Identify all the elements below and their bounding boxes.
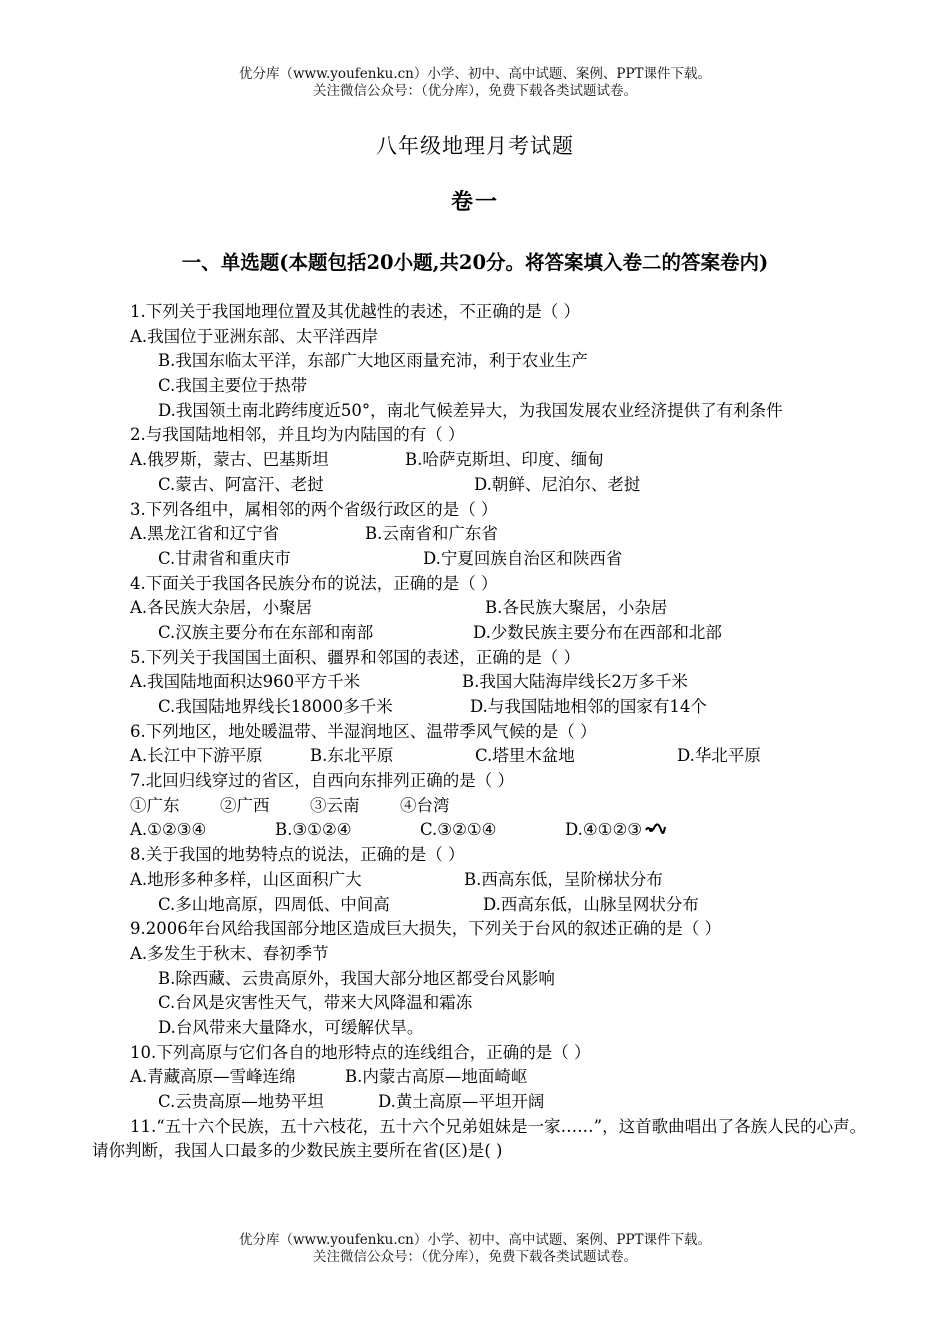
question-stem-3: 3.下列各组中，属相邻的两个省级行政区的是（ ） bbox=[130, 499, 498, 519]
exam-title: 八年级地理月考试题 bbox=[376, 134, 574, 158]
question-stem-6: 6.下列地区，地处暖温带、半湿润地区、温带季风气候的是（ ） bbox=[130, 721, 597, 741]
option-10a: A.青藏高原—雪峰连绵 bbox=[130, 1067, 296, 1087]
question-stem-9: 9.2006年台风给我国部分地区造成巨大损失，下列关于台风的叙述正确的是（ ） bbox=[130, 919, 721, 939]
option-6b: B.东北平原 bbox=[310, 746, 394, 766]
option-1c: C.我国主要位于热带 bbox=[158, 376, 308, 396]
option-5b: B.我国大陆海岸线长2万多千米 bbox=[462, 672, 688, 692]
option-7d: D.④①②③ bbox=[565, 820, 643, 840]
option-8c: C.多山地高原，四周低、中间高 bbox=[158, 894, 390, 914]
options-row-5b bbox=[92, 695, 872, 720]
options-row-7 bbox=[92, 818, 872, 843]
options-row-3b bbox=[92, 547, 872, 572]
page-footer bbox=[0, 1232, 950, 1266]
item-7-4: ④台湾 bbox=[400, 795, 450, 815]
question-stem-4: 4.下面关于我国各民族分布的说法，正确的是（ ） bbox=[130, 573, 498, 593]
option-10b: B.内蒙古高原—地面崎岖 bbox=[345, 1067, 528, 1087]
options-row-10a bbox=[92, 1065, 872, 1090]
options-row-4a bbox=[92, 596, 872, 621]
option-7b: B.③①②④ bbox=[275, 820, 352, 840]
option-10c: C.云贵高原—地势平坦 bbox=[158, 1092, 324, 1112]
option-7c: C.③②①④ bbox=[420, 820, 497, 840]
option-2d: D.朝鲜、尼泊尔、老挝 bbox=[474, 474, 641, 494]
question-stem-5: 5.下列关于我国国土面积、疆界和邻国的表述，正确的是（ ） bbox=[130, 647, 580, 667]
question-stem-7: 7.北回归线穿过的省区，自西向东排列正确的是（ ） bbox=[130, 771, 514, 791]
items-row-7 bbox=[92, 794, 872, 819]
header-line-1: 优分库（www.youfenku.cn）小学、初中、高中试题、案例、PPT课件下载。 bbox=[238, 66, 712, 82]
item-7-1: ①广东 bbox=[130, 795, 180, 815]
options-row-10b bbox=[92, 1090, 872, 1115]
option-1b: B.我国东临太平洋，东部广大地区雨量充沛，利于农业生产 bbox=[158, 351, 588, 371]
option-9b: B.除西藏、云贵高原外，我国大部分地区都受台风影响 bbox=[158, 968, 555, 988]
option-4a: A.各民族大杂居，小聚居 bbox=[130, 598, 313, 618]
option-10d: D.黄土高原—平坦开阔 bbox=[378, 1092, 545, 1112]
option-9a: A.多发生于秋末、春初季节 bbox=[130, 943, 329, 963]
item-7-3: ③云南 bbox=[310, 795, 360, 815]
option-1d: D.我国领土南北跨纬度近50°，南北气候差异大，为我国发展农业经济提供了有利条件 bbox=[158, 400, 783, 420]
option-6a: A.长江中下游平原 bbox=[130, 746, 263, 766]
question-stem-2: 2.与我国陆地相邻，并且均为内陆国的有（ ） bbox=[130, 425, 465, 445]
option-4c: C.汉族主要分布在东部和南部 bbox=[158, 622, 374, 642]
scribble-icon bbox=[644, 822, 666, 836]
question-stem-11: 11.“五十六个民族，五十六枝花，五十六个兄弟姐妹是一家……”，这首歌曲唱出了各族人民的心声。请你判断，我国人口最多的少数民族主要所在省(区)是( ) bbox=[92, 1116, 867, 1161]
options-row-6 bbox=[92, 744, 872, 769]
option-5c: C.我国陆地界线长18000多千米 bbox=[158, 697, 393, 717]
option-4b: B.各民族大聚居，小杂居 bbox=[485, 598, 668, 618]
question-stem-8: 8.关于我国的地势特点的说法，正确的是（ ） bbox=[130, 845, 465, 865]
option-4d: D.少数民族主要分布在西部和北部 bbox=[473, 622, 722, 642]
option-3c: C.甘肃省和重庆市 bbox=[158, 548, 291, 568]
footer-line-2: 关注微信公众号：（优分库），免费下载各类试题试卷。 bbox=[313, 1249, 637, 1265]
option-6d: D.华北平原 bbox=[677, 746, 761, 766]
option-2c: C.蒙古、阿富汗、老挝 bbox=[158, 474, 324, 494]
option-3a: A.黑龙江省和辽宁省 bbox=[130, 524, 280, 544]
options-row-4b bbox=[92, 621, 872, 646]
option-1a: A.我国位于亚洲东部、太平洋西岸 bbox=[130, 326, 379, 346]
option-8a: A.地形多种多样，山区面积广大 bbox=[130, 869, 362, 889]
question-stem-10: 10.下列高原与它们各自的地形特点的连线组合，正确的是（ ） bbox=[130, 1042, 591, 1062]
options-row-8b bbox=[92, 893, 872, 918]
header-line-2: 关注微信公众号：（优分库），免费下载各类试题试卷。 bbox=[313, 83, 637, 99]
scribble-mark bbox=[644, 819, 666, 844]
option-9c: C.台风是灾害性天气，带来大风降温和霜冻 bbox=[158, 993, 473, 1013]
options-row-5a bbox=[92, 670, 872, 695]
options-row-2a bbox=[92, 448, 872, 473]
question-stem-1: 1.下列关于我国地理位置及其优越性的表述，不正确的是（ ） bbox=[130, 302, 580, 321]
option-3b: B.云南省和广东省 bbox=[365, 524, 498, 544]
option-2b: B.哈萨克斯坦、印度、缅甸 bbox=[405, 450, 604, 470]
options-row-8a bbox=[92, 868, 872, 893]
item-7-2: ②广西 bbox=[220, 795, 270, 815]
option-8d: D.西高东低，山脉呈网状分布 bbox=[483, 894, 699, 914]
option-5d: D.与我国陆地相邻的国家有14个 bbox=[470, 697, 707, 717]
section-heading: 一、单选题(本题包括20小题,共20分。将答案填入卷二的答案卷内) bbox=[181, 251, 769, 274]
option-7a: A.①②③④ bbox=[130, 820, 207, 840]
option-6c: C.塔里木盆地 bbox=[475, 746, 575, 766]
option-9d: D.台风带来大量降水，可缓解伏旱。 bbox=[158, 1017, 424, 1037]
volume-heading: 卷一 bbox=[450, 189, 499, 215]
options-row-3a bbox=[92, 522, 872, 547]
question-list bbox=[92, 300, 872, 1164]
option-5a: A.我国陆地面积达960平方千米 bbox=[130, 672, 361, 692]
page-header bbox=[0, 66, 950, 100]
option-8b: B.西高东低，呈阶梯状分布 bbox=[464, 869, 663, 889]
footer-line-1: 优分库（www.youfenku.cn）小学、初中、高中试题、案例、PPT课件下载。 bbox=[238, 1232, 712, 1248]
option-2a: A.俄罗斯，蒙古、巴基斯坦 bbox=[130, 450, 329, 470]
options-row-2b bbox=[92, 473, 872, 498]
option-3d: D.宁夏回族自治区和陕西省 bbox=[423, 548, 623, 568]
